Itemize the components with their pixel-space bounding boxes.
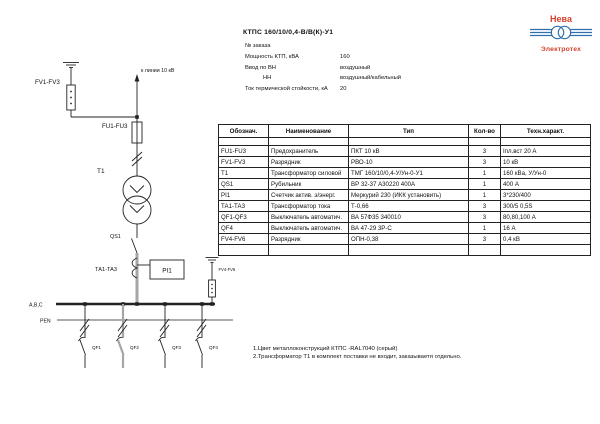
table-cell: 10 кВ xyxy=(501,157,591,168)
table-cell: QS1 xyxy=(219,179,269,190)
table-cell: PI1 xyxy=(219,190,269,201)
spec-hv-input-value: воздушный xyxy=(340,65,371,71)
lv-busbar xyxy=(56,302,215,306)
table-cell: Т1 xyxy=(219,168,269,179)
table-cell: Выключатель автоматич. xyxy=(269,212,349,223)
table-cell: 3*230/400 xyxy=(501,190,591,201)
table-cell: 16 А xyxy=(501,223,591,234)
table-row xyxy=(219,146,591,157)
table-header-row xyxy=(219,125,591,138)
incoming-line xyxy=(71,74,139,119)
table-cell: Счетчик актив. э/энерг. xyxy=(269,190,349,201)
bus-label: A,B,C xyxy=(29,302,43,309)
table-cell: QF1-QF3 xyxy=(219,212,269,223)
table-row xyxy=(219,212,591,223)
table-cell: 80,80,100 А xyxy=(501,212,591,223)
table-cell: Выключатель автоматич. xyxy=(269,223,349,234)
meter-pi1 xyxy=(137,260,184,279)
order-number-label: № заказа xyxy=(245,43,271,49)
qs1-label: QS1 xyxy=(110,234,121,240)
components-table xyxy=(218,124,591,256)
qf1-label: QF1 xyxy=(92,345,101,350)
table-empty-row xyxy=(219,245,591,256)
table-cell: Предохранитель xyxy=(269,146,349,157)
table-cell: FV4-FV6 xyxy=(219,234,269,245)
table-row xyxy=(219,168,591,179)
table-cell: 0,4 кВ xyxy=(501,234,591,245)
table-cell: Рубильник xyxy=(269,179,349,190)
notes-block xyxy=(253,345,461,361)
table-row xyxy=(219,157,591,168)
note-transformer: 2.Трансформатор Т1 в комплект поставки не входит, заказываетя отдельно. xyxy=(253,354,462,360)
transformer-logo-icon xyxy=(528,24,594,41)
table-header-cell: Обознач. xyxy=(219,125,269,138)
feeder-qf4 xyxy=(196,304,207,368)
transformer-t1 xyxy=(123,176,151,238)
arrester-fv1-fv3 xyxy=(63,63,79,118)
table-row xyxy=(219,223,591,234)
fv1-fv3-label: FV1-FV3 xyxy=(35,79,60,86)
qf2-label: QF2 xyxy=(130,345,139,350)
table-cell: Разрядник xyxy=(269,157,349,168)
table-cell: РВО-10 xyxy=(349,157,469,168)
switch-qs1 xyxy=(132,239,138,254)
feeder-qf3 xyxy=(159,304,170,368)
table-cell: ВА 47-29 3Р-С xyxy=(349,223,469,234)
feeder-qf2 xyxy=(117,304,128,368)
table-cell: FV1-FV3 xyxy=(219,157,269,168)
spec-thermal-current-value: 20 xyxy=(340,86,347,92)
table-spacer-row xyxy=(219,138,591,146)
arrester-fv4-fv6 xyxy=(206,258,219,305)
table-cell: Трансформатор тока xyxy=(269,201,349,212)
table-cell: 3 xyxy=(469,157,501,168)
table-cell: ВА 57Ф35 340010 xyxy=(349,212,469,223)
spec-hv-input-label: Ввод по ВН xyxy=(245,65,276,71)
table-cell: Разрядник xyxy=(269,234,349,245)
table-cell: 160 кВа, У/Ун-0 xyxy=(501,168,591,179)
table-header-cell: Кол-во xyxy=(469,125,501,138)
table-cell: ТМГ 160/10/0,4-У/Ун-0-У1 xyxy=(349,168,469,179)
table-cell: FU1-FU3 xyxy=(219,146,269,157)
table-header-cell: Тип xyxy=(349,125,469,138)
table-row xyxy=(219,190,591,201)
incoming-line-label: к линии 10 кВ xyxy=(141,68,175,74)
fv4-fv6-label: FV4-FV6 xyxy=(218,267,236,272)
table-cell: ТА1-ТА3 xyxy=(219,201,269,212)
ta1-ta3-label: ТА1-ТА3 xyxy=(95,267,118,273)
table-cell: Т-0,66 xyxy=(349,201,469,212)
table-header-cell: Наименование xyxy=(269,125,349,138)
table-row xyxy=(219,201,591,212)
fuse-fu1-fu3 xyxy=(132,117,142,176)
note-color: 1.Цвет металлоконструкций КТПС -RAL7040 (серый) xyxy=(253,346,398,352)
logo-name-top: Нева xyxy=(550,14,572,24)
table-cell: Трансформатор силовой xyxy=(269,168,349,179)
spec-power-value: 160 xyxy=(340,54,350,60)
pen-label: PEN xyxy=(40,318,51,325)
table-cell: ПКТ 10 кВ xyxy=(349,146,469,157)
table-cell: 1 xyxy=(469,223,501,234)
table-header-cell: Техн.характ. xyxy=(501,125,591,138)
drawing-title: КТПС 160/10/0,4-В/В(К)-У1 xyxy=(243,29,334,36)
table-cell: Iпл.вст 20 А xyxy=(501,146,591,157)
feeder-qf1 xyxy=(79,304,90,368)
table-cell: 1 xyxy=(469,168,501,179)
table-cell: 3 xyxy=(469,212,501,223)
qf4-label: QF4 xyxy=(209,345,218,350)
table-cell: QF4 xyxy=(219,223,269,234)
spec-lv-input-label: НН xyxy=(263,75,272,81)
table-cell: 3 xyxy=(469,234,501,245)
logo-name-bottom: Электротех xyxy=(540,46,582,53)
company-logo xyxy=(528,15,594,53)
table-cell: 3 xyxy=(469,201,501,212)
table-cell: 400 А xyxy=(501,179,591,190)
table-cell: 1 xyxy=(469,190,501,201)
pi1-label: PI1 xyxy=(162,267,172,275)
table-cell: Меркурий 230 (ИКК установить) xyxy=(349,190,469,201)
table-cell: 1 xyxy=(469,179,501,190)
table-row xyxy=(219,234,591,245)
spec-power-label: Мощность КТП, кВА xyxy=(245,54,299,60)
t1-label: Т1 xyxy=(97,168,105,175)
table-cell: 3 xyxy=(469,146,501,157)
spec-thermal-current-label: Ток термической стойкости, кА xyxy=(245,86,328,92)
table-cell: ОПН-0,38 xyxy=(349,234,469,245)
table-row xyxy=(219,179,591,190)
fu1-fu3-label: FU1-FU3 xyxy=(102,123,128,130)
table-cell: ВР 32-37 А30220 400А xyxy=(349,179,469,190)
qf3-label: QF3 xyxy=(172,345,181,350)
spec-lv-input-value: воздушный/кабельный xyxy=(340,75,402,81)
table-cell: 300/5 0,5S xyxy=(501,201,591,212)
